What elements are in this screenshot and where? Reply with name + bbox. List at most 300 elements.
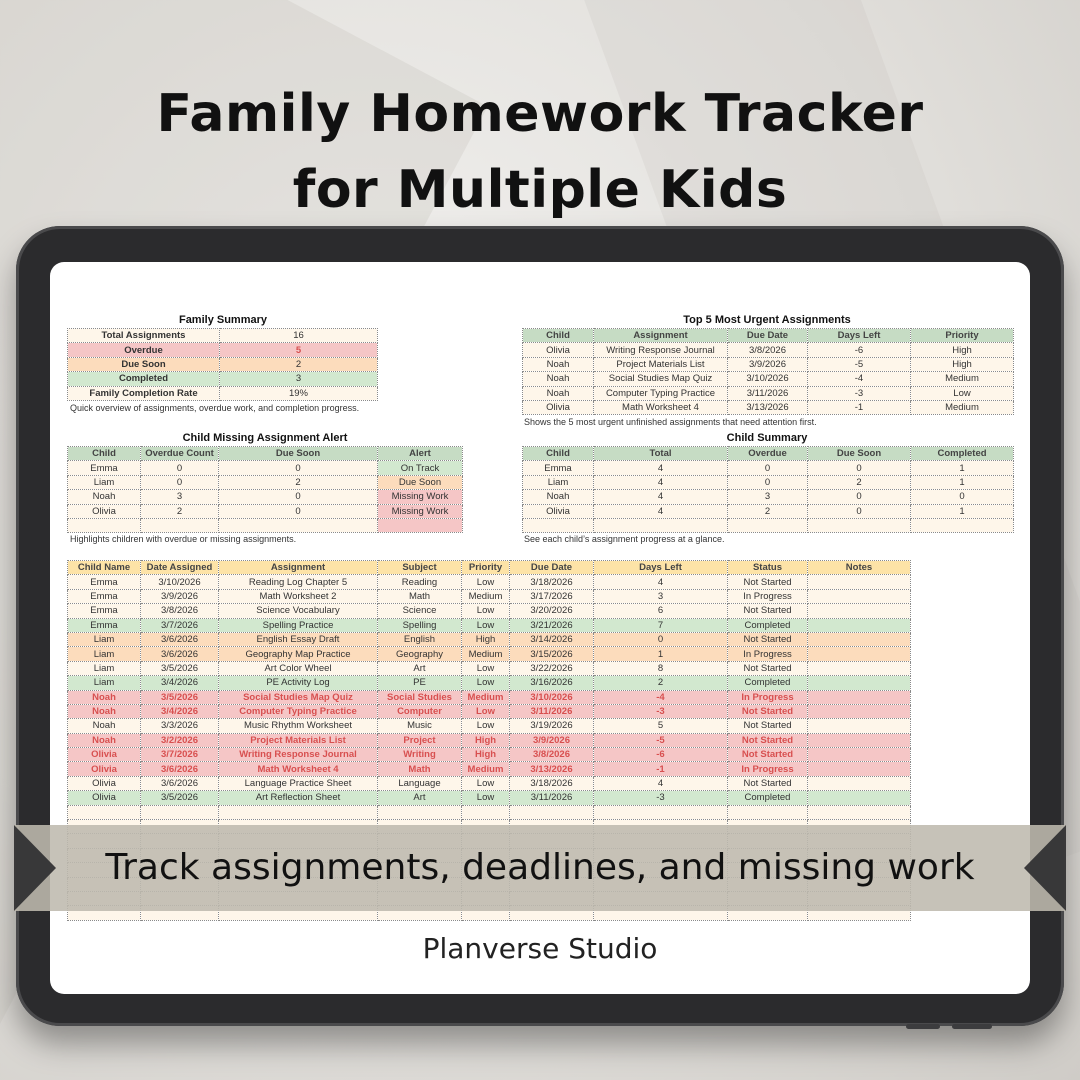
tracker-empty-cell xyxy=(462,805,510,819)
urgent-cell: Writing Response Journal xyxy=(594,343,728,357)
tracker-row xyxy=(68,676,911,690)
missing-alert-cell: 3 xyxy=(141,490,219,504)
tracker-cell xyxy=(808,704,911,718)
tracker-cell: 5 xyxy=(594,719,728,733)
urgent-cell: High xyxy=(911,357,1014,371)
tracker-cell xyxy=(808,719,911,733)
tracker-cell: 3/19/2026 xyxy=(510,719,594,733)
tracker-cell xyxy=(808,776,911,790)
urgent-cell: Medium xyxy=(911,372,1014,386)
tracker-cell: Not Started xyxy=(728,704,808,718)
tracker-header-cell: Assignment xyxy=(219,561,378,575)
urgent-header-cell: Child xyxy=(523,329,594,343)
tracker-cell: Low xyxy=(462,676,510,690)
urgent-table xyxy=(522,328,1014,415)
tracker-cell: Medium xyxy=(462,762,510,776)
child-summary-cell: 4 xyxy=(594,490,728,504)
child-summary-empty-cell xyxy=(808,518,911,532)
tracker-cell: Project xyxy=(378,733,462,747)
urgent-header-cell: Due Date xyxy=(728,329,808,343)
family-summary-label: Family Completion Rate xyxy=(68,386,220,400)
tracker-cell: Math xyxy=(378,762,462,776)
tracker-cell: Language xyxy=(378,776,462,790)
tracker-header-cell: Subject xyxy=(378,561,462,575)
tracker-cell: Low xyxy=(462,791,510,805)
child-summary-empty-cell xyxy=(523,518,594,532)
tablet-button xyxy=(906,1024,940,1029)
child-summary-row xyxy=(523,475,1014,489)
tracker-cell: 3/5/2026 xyxy=(141,661,219,675)
tracker-cell: Art Reflection Sheet xyxy=(219,791,378,805)
tracker-cell: Art xyxy=(378,791,462,805)
tracker-cell: Completed xyxy=(728,618,808,632)
missing-alert-cell: On Track xyxy=(378,461,463,475)
tracker-row xyxy=(68,748,911,762)
family-summary-title: Family Summary xyxy=(178,314,268,326)
tracker-cell: Low xyxy=(462,719,510,733)
tracker-cell: 3/2/2026 xyxy=(141,733,219,747)
family-summary-table xyxy=(67,328,378,401)
missing-alert-note: Highlights children with overdue or missing assignments. xyxy=(70,534,297,544)
family-summary-label: Completed xyxy=(68,372,220,386)
tracker-cell: In Progress xyxy=(728,589,808,603)
tracker-cell: Liam xyxy=(68,632,141,646)
family-summary-value: 3 xyxy=(220,372,378,386)
tracker-empty-cell xyxy=(808,805,911,819)
tracker-cell: 3/18/2026 xyxy=(510,776,594,790)
family-summary-value: 16 xyxy=(220,329,378,343)
missing-alert-empty-cell xyxy=(219,518,378,532)
urgent-cell: -3 xyxy=(808,386,911,400)
tracker-cell: Noah xyxy=(68,704,141,718)
tracker-cell: Computer Typing Practice xyxy=(219,704,378,718)
child-summary-header-cell: Due Soon xyxy=(808,447,911,461)
tracker-cell: In Progress xyxy=(728,647,808,661)
urgent-title: Top 5 Most Urgent Assignments xyxy=(683,314,851,326)
tracker-header-cell: Days Left xyxy=(594,561,728,575)
tracker-cell: Noah xyxy=(68,719,141,733)
urgent-cell: Olivia xyxy=(523,343,594,357)
child-summary-cell: 1 xyxy=(911,475,1014,489)
urgent-cell: -6 xyxy=(808,343,911,357)
child-summary-cell: 4 xyxy=(594,461,728,475)
child-summary-header-cell: Overdue xyxy=(728,447,808,461)
urgent-cell: 3/13/2026 xyxy=(728,400,808,414)
tracker-empty-cell xyxy=(594,805,728,819)
urgent-note: Shows the 5 most urgent unfinished assignments that need attention first. xyxy=(524,417,817,427)
tracker-cell: Noah xyxy=(68,733,141,747)
tracker-cell: -1 xyxy=(594,762,728,776)
urgent-cell: -5 xyxy=(808,357,911,371)
tracker-cell: 3/4/2026 xyxy=(141,704,219,718)
tracker-cell: Science Vocabulary xyxy=(219,604,378,618)
tracker-cell xyxy=(808,748,911,762)
tracker-cell: Math Worksheet 2 xyxy=(219,589,378,603)
missing-alert-row xyxy=(68,504,463,518)
tracker-cell: Not Started xyxy=(728,776,808,790)
family-summary-row xyxy=(68,329,378,343)
tracker-cell xyxy=(808,604,911,618)
tracker-cell: Writing xyxy=(378,748,462,762)
tracker-cell: High xyxy=(462,748,510,762)
tracker-cell: Low xyxy=(462,618,510,632)
tracker-cell: Liam xyxy=(68,676,141,690)
tracker-cell: Project Materials List xyxy=(219,733,378,747)
tracker-cell: Music xyxy=(378,719,462,733)
missing-alert-cell: Missing Work xyxy=(378,490,463,504)
tracker-cell: Language Practice Sheet xyxy=(219,776,378,790)
tracker-header-row xyxy=(68,561,911,575)
tracker-cell: 3/10/2026 xyxy=(510,690,594,704)
tracker-cell: 3/14/2026 xyxy=(510,632,594,646)
tracker-cell: 3/8/2026 xyxy=(510,748,594,762)
tracker-cell: 3/5/2026 xyxy=(141,690,219,704)
urgent-cell: 3/8/2026 xyxy=(728,343,808,357)
missing-alert-title: Child Missing Assignment Alert xyxy=(182,432,348,444)
missing-alert-empty-cell xyxy=(68,518,141,532)
child-summary-cell: 0 xyxy=(728,475,808,489)
tracker-cell: Not Started xyxy=(728,748,808,762)
tracker-empty-cell xyxy=(510,805,594,819)
tracker-cell: 3/7/2026 xyxy=(141,748,219,762)
child-summary-row xyxy=(523,504,1014,518)
tracker-row xyxy=(68,690,911,704)
tracker-row xyxy=(68,719,911,733)
child-summary-empty-cell xyxy=(594,518,728,532)
tracker-cell: Liam xyxy=(68,661,141,675)
tracker-cell: Completed xyxy=(728,676,808,690)
tracker-empty-cell xyxy=(219,805,378,819)
family-summary-row xyxy=(68,343,378,357)
tracker-row xyxy=(68,632,911,646)
tracker-cell: 3/21/2026 xyxy=(510,618,594,632)
tracker-cell: Writing Response Journal xyxy=(219,748,378,762)
tracker-cell: 3/20/2026 xyxy=(510,604,594,618)
tracker-header-cell: Date Assigned xyxy=(141,561,219,575)
missing-alert-header-row xyxy=(68,447,463,461)
tracker-cell: 3/10/2026 xyxy=(141,575,219,589)
tracker-row xyxy=(68,776,911,790)
tracker-cell: Low xyxy=(462,575,510,589)
missing-alert-empty-cell xyxy=(141,518,219,532)
missing-alert-cell: 0 xyxy=(219,461,378,475)
child-summary-header-cell: Completed xyxy=(911,447,1014,461)
child-summary-cell: 4 xyxy=(594,475,728,489)
tracker-cell: Low xyxy=(462,776,510,790)
tracker-cell: High xyxy=(462,733,510,747)
tracker-cell: Not Started xyxy=(728,719,808,733)
urgent-header-cell: Priority xyxy=(911,329,1014,343)
tracker-cell: Reading Log Chapter 5 xyxy=(219,575,378,589)
tracker-cell: 3/8/2026 xyxy=(141,604,219,618)
tracker-cell: Olivia xyxy=(68,762,141,776)
child-summary-cell: 0 xyxy=(808,461,911,475)
tracker-cell: Not Started xyxy=(728,661,808,675)
tracker-cell: 3/5/2026 xyxy=(141,791,219,805)
tracker-cell: 7 xyxy=(594,618,728,632)
urgent-header-cell: Assignment xyxy=(594,329,728,343)
child-summary-cell: 1 xyxy=(911,504,1014,518)
family-summary-label: Total Assignments xyxy=(68,329,220,343)
family-summary-value: 19% xyxy=(220,386,378,400)
tracker-cell: Art Color Wheel xyxy=(219,661,378,675)
tablet-button xyxy=(952,1024,992,1029)
tracker-cell xyxy=(808,733,911,747)
missing-alert-table xyxy=(67,446,463,533)
family-summary-value: 2 xyxy=(220,357,378,371)
tracker-cell: 3/9/2026 xyxy=(141,589,219,603)
headline-line-1: Family Homework Tracker xyxy=(156,84,924,144)
tracker-cell: Reading xyxy=(378,575,462,589)
missing-alert-cell: Liam xyxy=(68,475,141,489)
missing-alert-cell: Missing Work xyxy=(378,504,463,518)
tracker-cell: Noah xyxy=(68,690,141,704)
urgent-cell: Computer Typing Practice xyxy=(594,386,728,400)
child-summary-title: Child Summary xyxy=(726,432,808,444)
child-summary-cell: 1 xyxy=(911,461,1014,475)
child-summary-cell: 0 xyxy=(808,490,911,504)
tracker-row xyxy=(68,604,911,618)
brand-name: Planverse Studio xyxy=(422,932,658,965)
urgent-cell: 3/10/2026 xyxy=(728,372,808,386)
tracker-cell: PE xyxy=(378,676,462,690)
child-summary-header-cell: Child xyxy=(523,447,594,461)
child-summary-header-row xyxy=(523,447,1014,461)
missing-alert-cell: Noah xyxy=(68,490,141,504)
tracker-cell: Geography Map Practice xyxy=(219,647,378,661)
tracker-cell xyxy=(808,647,911,661)
missing-alert-cell: 2 xyxy=(141,504,219,518)
missing-alert-row xyxy=(68,461,463,475)
child-summary-cell: 0 xyxy=(911,490,1014,504)
tracker-cell xyxy=(808,618,911,632)
tracker-cell: Music Rhythm Worksheet xyxy=(219,719,378,733)
tracker-cell: Low xyxy=(462,704,510,718)
urgent-cell: Olivia xyxy=(523,400,594,414)
urgent-cell: Noah xyxy=(523,357,594,371)
urgent-cell: Medium xyxy=(911,400,1014,414)
family-summary-row xyxy=(68,386,378,400)
urgent-cell: Noah xyxy=(523,386,594,400)
tracker-header-cell: Priority xyxy=(462,561,510,575)
urgent-row xyxy=(523,372,1014,386)
tracker-cell: Emma xyxy=(68,589,141,603)
tracker-cell: Not Started xyxy=(728,632,808,646)
tracker-empty-cell xyxy=(728,805,808,819)
family-summary-value: 5 xyxy=(220,343,378,357)
tracker-row xyxy=(68,589,911,603)
missing-alert-empty-row xyxy=(68,518,463,532)
tracker-cell: In Progress xyxy=(728,762,808,776)
tracker-cell: 3/13/2026 xyxy=(510,762,594,776)
missing-alert-empty-cell xyxy=(378,518,463,532)
tracker-empty-cell xyxy=(68,805,141,819)
urgent-cell: 3/11/2026 xyxy=(728,386,808,400)
missing-alert-header-cell: Child xyxy=(68,447,141,461)
tracker-cell: Social Studies xyxy=(378,690,462,704)
tracker-cell: Medium xyxy=(462,690,510,704)
tracker-cell: 3/22/2026 xyxy=(510,661,594,675)
missing-alert-cell: 2 xyxy=(219,475,378,489)
urgent-row xyxy=(523,400,1014,414)
tracker-cell: In Progress xyxy=(728,690,808,704)
tracker-cell: Not Started xyxy=(728,604,808,618)
tracker-cell xyxy=(808,661,911,675)
urgent-row xyxy=(523,386,1014,400)
child-summary-cell: 2 xyxy=(728,504,808,518)
urgent-row xyxy=(523,357,1014,371)
tracker-cell: 3/17/2026 xyxy=(510,589,594,603)
tracker-cell: 3/16/2026 xyxy=(510,676,594,690)
tracker-cell: Math Worksheet 4 xyxy=(219,762,378,776)
tracker-empty-row xyxy=(68,805,911,819)
tracker-row xyxy=(68,704,911,718)
tracker-cell: 2 xyxy=(594,676,728,690)
tracker-cell: Completed xyxy=(728,791,808,805)
tracker-cell: 3/11/2026 xyxy=(510,791,594,805)
tracker-cell: -6 xyxy=(594,748,728,762)
tracker-cell: 0 xyxy=(594,632,728,646)
tracker-cell: Computer xyxy=(378,704,462,718)
urgent-cell: High xyxy=(911,343,1014,357)
child-summary-note: See each child’s assignment progress at a glance. xyxy=(524,534,725,544)
tracker-row xyxy=(68,618,911,632)
urgent-cell: Social Studies Map Quiz xyxy=(594,372,728,386)
child-summary-cell: Olivia xyxy=(523,504,594,518)
tracker-cell: 3/3/2026 xyxy=(141,719,219,733)
tracker-cell: PE Activity Log xyxy=(219,676,378,690)
tracker-cell: 3/7/2026 xyxy=(141,618,219,632)
child-summary-cell: Noah xyxy=(523,490,594,504)
tracker-header-cell: Child Name xyxy=(68,561,141,575)
urgent-cell: Low xyxy=(911,386,1014,400)
missing-alert-cell: 0 xyxy=(219,504,378,518)
urgent-cell: Noah xyxy=(523,372,594,386)
urgent-row xyxy=(523,343,1014,357)
tracker-cell: English xyxy=(378,632,462,646)
tracker-cell: Art xyxy=(378,661,462,675)
tracker-cell xyxy=(808,632,911,646)
tracker-cell xyxy=(808,791,911,805)
missing-alert-header-cell: Overdue Count xyxy=(141,447,219,461)
tracker-cell xyxy=(808,690,911,704)
urgent-cell: 3/9/2026 xyxy=(728,357,808,371)
urgent-header-row xyxy=(523,329,1014,343)
child-summary-cell: Liam xyxy=(523,475,594,489)
tracker-cell: Low xyxy=(462,604,510,618)
child-summary-row xyxy=(523,461,1014,475)
tracker-cell: 3/15/2026 xyxy=(510,647,594,661)
family-summary-label: Overdue xyxy=(68,343,220,357)
child-summary-cell: 0 xyxy=(728,461,808,475)
tracker-cell: Emma xyxy=(68,604,141,618)
tracker-header-cell: Due Date xyxy=(510,561,594,575)
tracker-cell: Olivia xyxy=(68,748,141,762)
family-summary-row xyxy=(68,372,378,386)
missing-alert-row xyxy=(68,475,463,489)
tracker-header-cell: Notes xyxy=(808,561,911,575)
child-summary-cell: 2 xyxy=(808,475,911,489)
tracker-cell: 3/6/2026 xyxy=(141,776,219,790)
tracker-cell: Medium xyxy=(462,589,510,603)
tracker-cell: Not Started xyxy=(728,575,808,589)
tracker-row xyxy=(68,733,911,747)
urgent-cell: -1 xyxy=(808,400,911,414)
tracker-cell: 8 xyxy=(594,661,728,675)
tracker-cell: Not Started xyxy=(728,733,808,747)
urgent-header-cell: Days Left xyxy=(808,329,911,343)
child-summary-cell: 4 xyxy=(594,504,728,518)
tracker-cell: Science xyxy=(378,604,462,618)
missing-alert-cell: Emma xyxy=(68,461,141,475)
tracker-cell: -5 xyxy=(594,733,728,747)
tracker-row xyxy=(68,661,911,675)
missing-alert-row xyxy=(68,490,463,504)
tracker-cell: 4 xyxy=(594,575,728,589)
tracker-cell: 3/9/2026 xyxy=(510,733,594,747)
headline-line-2: for Multiple Kids xyxy=(292,160,788,220)
tracker-cell: -4 xyxy=(594,690,728,704)
tracker-cell: -3 xyxy=(594,791,728,805)
tracker-cell: 3/6/2026 xyxy=(141,647,219,661)
tracker-cell: 3/4/2026 xyxy=(141,676,219,690)
missing-alert-cell: Olivia xyxy=(68,504,141,518)
tracker-cell: Emma xyxy=(68,575,141,589)
tracker-row xyxy=(68,791,911,805)
tracker-cell: Olivia xyxy=(68,776,141,790)
tracker-empty-cell xyxy=(378,805,462,819)
missing-alert-header-cell: Due Soon xyxy=(219,447,378,461)
tracker-cell: Math xyxy=(378,589,462,603)
tracker-cell: Geography xyxy=(378,647,462,661)
tagline-text: Track assignments, deadlines, and missing work xyxy=(105,847,975,888)
tracker-cell: Olivia xyxy=(68,791,141,805)
tracker-cell: Spelling xyxy=(378,618,462,632)
tracker-cell: 3 xyxy=(594,589,728,603)
tracker-cell xyxy=(808,762,911,776)
child-summary-cell: 0 xyxy=(808,504,911,518)
missing-alert-cell: 0 xyxy=(141,475,219,489)
tracker-cell xyxy=(808,676,911,690)
child-summary-header-cell: Total xyxy=(594,447,728,461)
tracker-cell: 3/6/2026 xyxy=(141,762,219,776)
tracker-cell xyxy=(808,589,911,603)
tracker-cell: High xyxy=(462,632,510,646)
missing-alert-cell: 0 xyxy=(219,490,378,504)
tracker-cell: 3/11/2026 xyxy=(510,704,594,718)
tracker-cell: 6 xyxy=(594,604,728,618)
tracker-cell: 3/6/2026 xyxy=(141,632,219,646)
tracker-cell: Medium xyxy=(462,647,510,661)
child-summary-row xyxy=(523,490,1014,504)
tracker-cell: Social Studies Map Quiz xyxy=(219,690,378,704)
tracker-row xyxy=(68,647,911,661)
urgent-cell: Math Worksheet 4 xyxy=(594,400,728,414)
tracker-row xyxy=(68,575,911,589)
tracker-cell xyxy=(808,575,911,589)
child-summary-table xyxy=(522,446,1014,533)
tracker-cell: 3/18/2026 xyxy=(510,575,594,589)
family-summary-note: Quick overview of assignments, overdue work, and completion progress. xyxy=(70,403,360,413)
child-summary-cell: Emma xyxy=(523,461,594,475)
tracker-cell: Liam xyxy=(68,647,141,661)
missing-alert-header-cell: Alert xyxy=(378,447,463,461)
tracker-empty-cell xyxy=(141,805,219,819)
tracker-header-cell: Status xyxy=(728,561,808,575)
family-summary-label: Due Soon xyxy=(68,357,220,371)
tracker-cell: -3 xyxy=(594,704,728,718)
tracker-cell: Spelling Practice xyxy=(219,618,378,632)
